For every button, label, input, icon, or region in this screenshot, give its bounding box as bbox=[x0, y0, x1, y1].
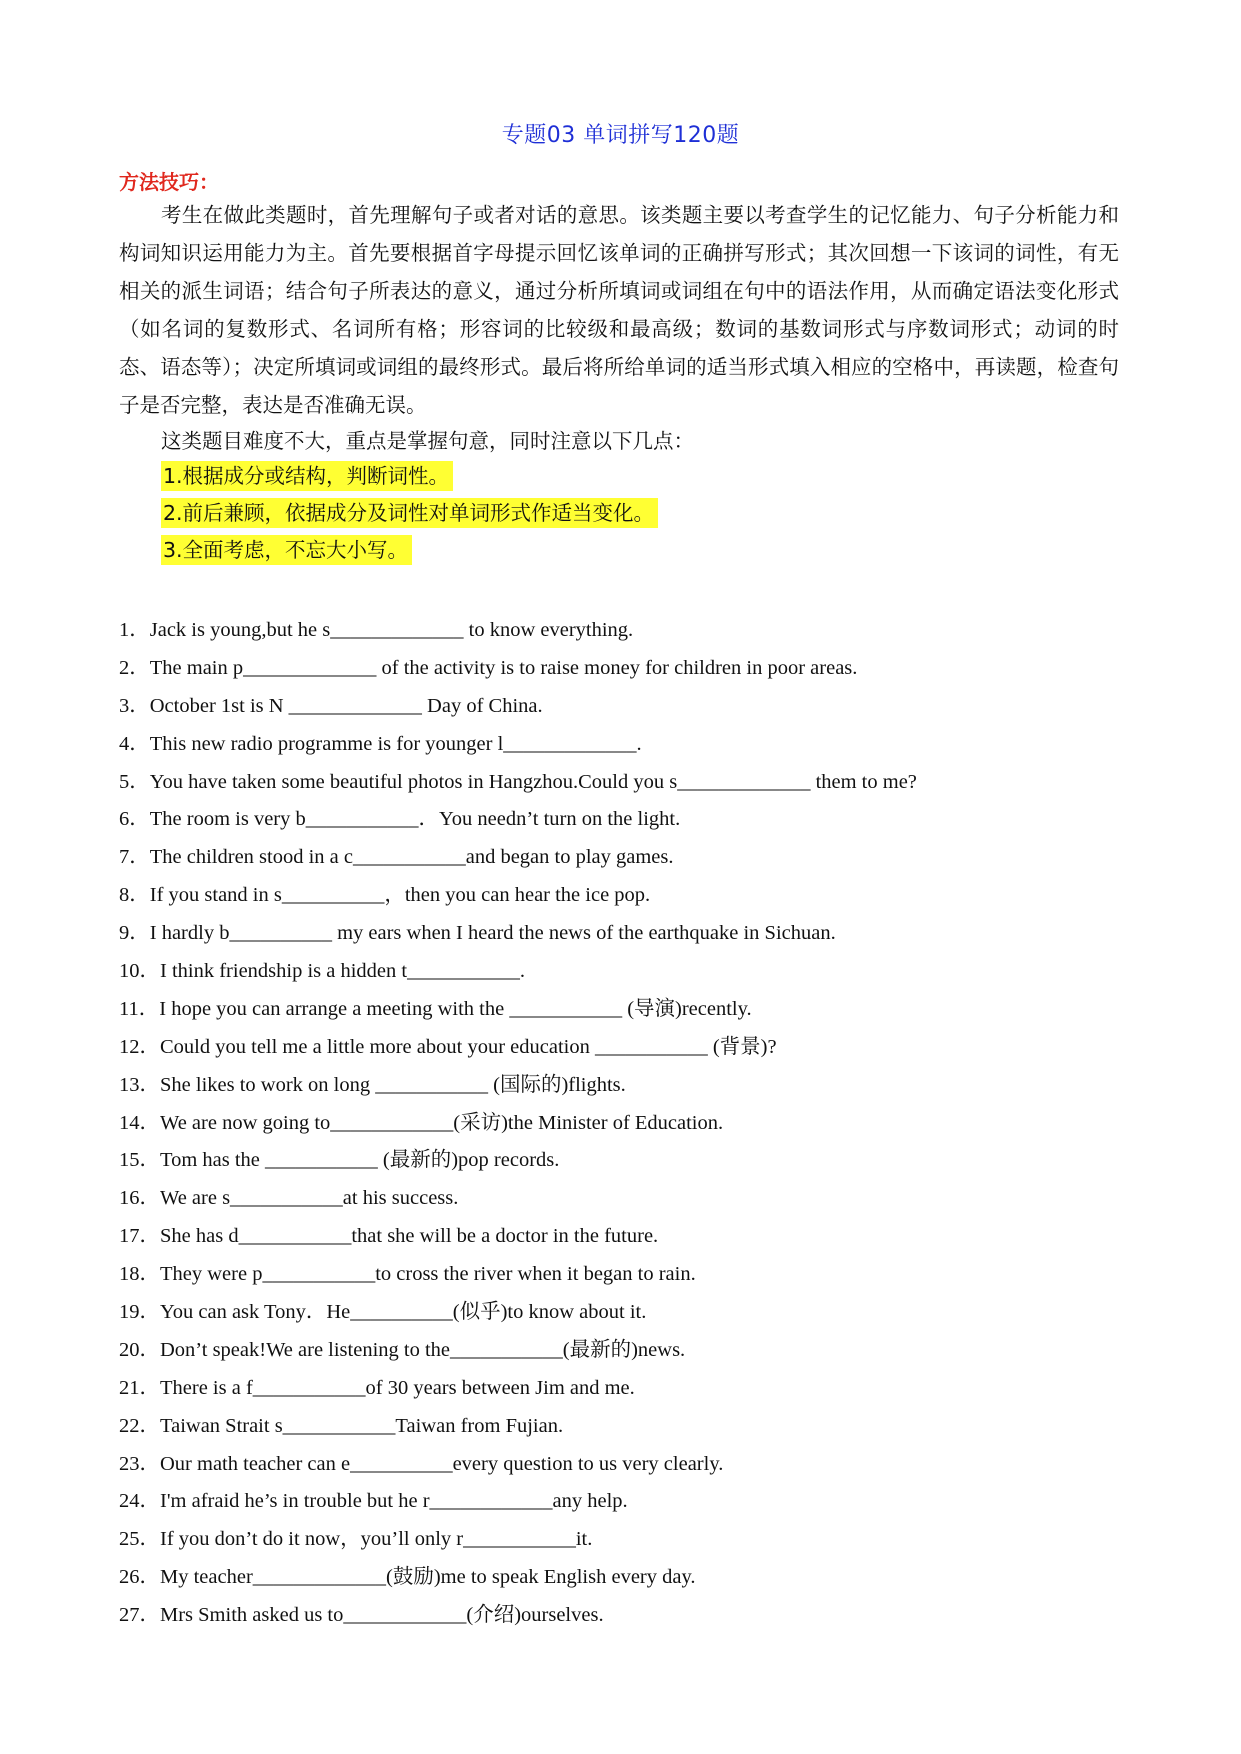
question-text: We are now going to____________(采访)the Minister of Education. bbox=[160, 1111, 724, 1134]
question-text: If you don’t do it now，you’ll only r___________it. bbox=[160, 1528, 593, 1551]
question-number: 26． bbox=[119, 1566, 160, 1589]
question-text: We are s___________at his success. bbox=[160, 1187, 459, 1210]
question-item bbox=[119, 953, 1119, 991]
question-item bbox=[119, 1408, 1119, 1446]
question-item bbox=[119, 612, 1119, 650]
question-number: 14． bbox=[119, 1111, 160, 1134]
question-number: 16． bbox=[119, 1187, 160, 1210]
question-list bbox=[119, 612, 1119, 1635]
question-text: The children stood in a c___________and began to play games. bbox=[149, 846, 674, 869]
question-number: 9． bbox=[119, 922, 150, 945]
question-number: 21． bbox=[119, 1376, 160, 1399]
question-number: 6． bbox=[119, 808, 150, 831]
question-item bbox=[119, 1180, 1119, 1218]
question-item bbox=[119, 1597, 1119, 1635]
question-number: 22． bbox=[119, 1414, 160, 1437]
question-number: 27． bbox=[119, 1604, 160, 1627]
question-item bbox=[119, 1218, 1119, 1256]
question-text: October 1st is N _____________ Day of China. bbox=[149, 694, 543, 717]
question-text: Don’t speak!We are listening to the___________(最新的)news. bbox=[160, 1338, 686, 1361]
question-item bbox=[119, 991, 1119, 1029]
question-item bbox=[119, 726, 1119, 764]
question-number: 2． bbox=[119, 656, 150, 679]
question-text: My teacher_____________(鼓励)me to speak English every day. bbox=[160, 1566, 696, 1589]
question-number: 13． bbox=[119, 1073, 160, 1096]
question-item bbox=[119, 764, 1119, 802]
question-item bbox=[119, 839, 1119, 877]
question-text: She likes to work on long ___________ (国际的)flights. bbox=[160, 1073, 626, 1096]
method-label: 方法技巧： bbox=[119, 170, 219, 194]
question-text: This new radio programme is for younger l_____________. bbox=[149, 732, 642, 755]
page-title: 专题03 单词拼写120题 bbox=[501, 123, 740, 148]
question-text: They were p___________to cross the river when it began to rain. bbox=[160, 1263, 696, 1286]
question-text: She has d___________that she will be a doctor in the future. bbox=[160, 1225, 659, 1248]
question-text: Our math teacher can e__________every question to us very clearly. bbox=[160, 1452, 724, 1475]
question-item bbox=[119, 1332, 1119, 1370]
question-number: 1． bbox=[119, 619, 150, 641]
question-text: The room is very b___________．You needn’t turn on the light. bbox=[149, 808, 681, 831]
question-number: 23． bbox=[119, 1452, 160, 1475]
question-item bbox=[119, 1483, 1119, 1521]
question-text: I'm afraid he’s in trouble but he r____________any help. bbox=[160, 1490, 628, 1513]
question-text: I hope you can arrange a meeting with the ___________ (导演)recently. bbox=[159, 997, 752, 1020]
tip-item: 2.前后兼顾，依据成分及词性对单词形式作适当变化。 bbox=[161, 498, 658, 528]
question-item bbox=[119, 915, 1119, 953]
question-number: 19． bbox=[119, 1301, 160, 1324]
question-item bbox=[119, 1256, 1119, 1294]
question-item bbox=[119, 650, 1119, 688]
question-number: 3． bbox=[119, 694, 150, 717]
question-item bbox=[119, 1446, 1119, 1484]
question-number: 10． bbox=[119, 960, 160, 983]
question-number: 5． bbox=[119, 770, 150, 793]
question-item bbox=[119, 1559, 1119, 1597]
question-item bbox=[119, 688, 1119, 726]
question-number: 7． bbox=[119, 846, 150, 869]
question-number: 20． bbox=[119, 1338, 160, 1361]
question-item bbox=[119, 1521, 1119, 1559]
question-number: 8． bbox=[119, 884, 150, 907]
question-text: You can ask Tony．He__________(似乎)to know about it. bbox=[160, 1301, 647, 1324]
intro-note: 这类题目难度不大，重点是掌握句意，同时注意以下几点： bbox=[161, 429, 694, 453]
question-text: Jack is young,but he s_____________ to know everything. bbox=[149, 619, 634, 641]
question-item bbox=[119, 1029, 1119, 1067]
question-text: Could you tell me a little more about your education ___________ (背景)? bbox=[160, 1035, 777, 1058]
question-number: 17． bbox=[119, 1225, 160, 1248]
question-text: There is a f___________of 30 years between Jim and me. bbox=[160, 1376, 635, 1399]
question-text: I hardly b__________ my ears when I heard the news of the earthquake in Sichuan. bbox=[149, 922, 836, 945]
question-number: 15． bbox=[119, 1149, 160, 1172]
question-number: 12． bbox=[119, 1035, 160, 1058]
question-item bbox=[119, 1370, 1119, 1408]
question-text: The main p_____________ of the activity is to raise money for children in poor areas. bbox=[149, 656, 858, 679]
question-text: I think friendship is a hidden t___________. bbox=[160, 960, 525, 983]
question-number: 18． bbox=[119, 1263, 160, 1286]
question-number: 11． bbox=[119, 997, 160, 1020]
intro-paragraph: 考生在做此类题时，首先理解句子或者对话的意思。该类题主要以考查学生的记忆能力、句子分析能力和构词知识运用能力为主。首先要根据首字母提示回忆该单词的正确拼写形式；其次回想一下该词的词性，有无相关的派生词语；结合句子所表达的意义，通过分析所填词或词组在句中的语法作用，从而确定语法变化形式（如名词的复数形式、名词所有格；形容词的比较级和最高级；数词的基数词形式与序数词形式；动词的时态、语态等）；决定所填词或词组的最终形式。最后将所给单词的适当形式填入相应的空格中，再读题，检查句子是否完整，表达是否准确无误。 bbox=[119, 203, 1119, 417]
question-number: 24． bbox=[119, 1490, 160, 1513]
question-item bbox=[119, 1294, 1119, 1332]
question-text: Tom has the ___________ (最新的)pop records. bbox=[160, 1149, 560, 1172]
question-text: Taiwan Strait s___________Taiwan from Fujian. bbox=[160, 1414, 564, 1437]
question-number: 25． bbox=[119, 1528, 160, 1551]
question-number: 4． bbox=[119, 732, 150, 755]
question-item bbox=[119, 1142, 1119, 1180]
question-text: You have taken some beautiful photos in Hangzhou.Could you s_____________ them to me? bbox=[149, 770, 917, 793]
tip-item: 1.根据成分或结构，判断词性。 bbox=[161, 461, 453, 491]
question-item bbox=[119, 877, 1119, 915]
question-item bbox=[119, 1105, 1119, 1143]
question-text: If you stand in s__________，then you can hear the ice pop. bbox=[149, 884, 651, 907]
question-item bbox=[119, 801, 1119, 839]
question-item bbox=[119, 1067, 1119, 1105]
question-text: Mrs Smith asked us to____________(介绍)ourselves. bbox=[160, 1604, 604, 1627]
tip-item: 3.全面考虑，不忘大小写。 bbox=[161, 535, 412, 565]
